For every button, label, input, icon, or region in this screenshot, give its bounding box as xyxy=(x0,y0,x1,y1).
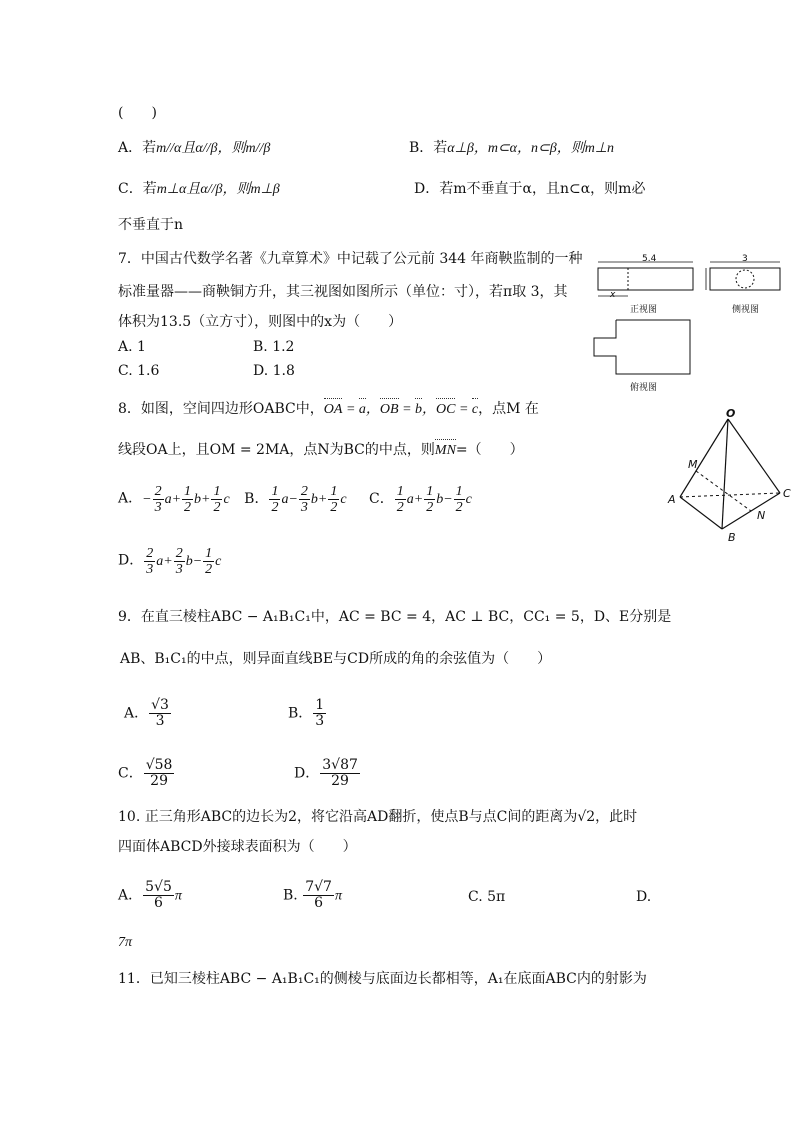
q10-stem-line2: 四面体ABCD外接球表面积为（ ） xyxy=(118,839,357,855)
q11-stem-line1: 11．已知三棱柱ABC − A₁B₁C₁的侧棱与底面边长都相等，A₁在底面ABC内的射影为 xyxy=(118,971,647,987)
q9-option-d xyxy=(294,758,361,789)
q10-option-b-den: 6 xyxy=(314,895,324,911)
fig-side-view-label: 侧视图 xyxy=(732,305,760,315)
q8-option-b-label: B． xyxy=(244,490,269,507)
q8-vectors: OA = a，OB = b，OC = c xyxy=(323,402,479,417)
fig-dim-x: x xyxy=(610,290,616,300)
fig-dim-3: 3 xyxy=(742,254,748,264)
q8-stem-line1-post: ，点M 在 xyxy=(478,401,539,417)
q9-option-c-num: √58 xyxy=(145,757,173,773)
q8-stem-line2-text: 线段OA上，且OM = 2MA，点N为BC的中点，则 xyxy=(118,442,435,458)
q6-option-d-label: D．若 xyxy=(414,181,454,197)
q8-option-a-label: A． xyxy=(118,490,143,507)
q10-option-b-pi: π xyxy=(334,888,342,904)
q9-option-a xyxy=(124,698,172,729)
q6-option-b xyxy=(409,139,614,158)
fig-top-view-label: 俯视图 xyxy=(630,383,658,393)
q10-option-a xyxy=(118,880,182,911)
q10-stem-line1: 10. 正三角形ABC的边长为2，将它沿高AD翻折，使点B与点C间的距离为√2，此时 xyxy=(118,809,638,825)
q10-option-b-label: B. xyxy=(283,887,298,904)
fig-point-b: B xyxy=(728,531,736,544)
q8-option-b-expr: $\frac{1}{2}$ a− $\frac{2}{3}$ b+ $\frac{1}{2}$ c xyxy=(271,484,347,515)
q10-option-d-value: 7π xyxy=(118,935,133,950)
q6-option-b-label: B．若 xyxy=(409,140,448,156)
q8-option-d-label: D． xyxy=(118,552,144,569)
q6-option-c xyxy=(118,180,280,199)
q8-option-c-label: C． xyxy=(369,490,394,507)
q8-tetrahedron-drawing xyxy=(662,405,794,545)
q10-option-a-label: A． xyxy=(118,887,143,904)
q10-option-c: C. 5π xyxy=(468,889,506,905)
fig-point-o: O xyxy=(726,407,736,420)
q7-stem-line2: 标准量器——商鞅铜方升，其三视图如图所示（单位：寸），若π取 3，其 xyxy=(118,284,568,300)
fig-front-view-label: 正视图 xyxy=(630,305,658,315)
q9-option-d-num: 3√87 xyxy=(322,757,358,773)
q8-stem-line2-end: =（ ） xyxy=(455,442,524,458)
q6-option-c-label: C．若 xyxy=(118,181,157,197)
q9-option-d-den: 29 xyxy=(331,773,349,789)
q6-option-d-text: m不垂直于α，且n⊂α，则m必 xyxy=(453,181,646,197)
q6-option-d-continued: 不垂直于n xyxy=(118,217,184,233)
front-view-rect xyxy=(598,268,693,290)
q8-stem-line1-pre: 8．如图，空间四边形OABC中， xyxy=(118,401,324,417)
fig-point-n: N xyxy=(757,509,766,522)
q10-option-b xyxy=(283,880,342,911)
q8-stem-line2 xyxy=(118,441,524,460)
q9-option-a-den: 3 xyxy=(155,713,165,729)
fig-dim-54: 5.4 xyxy=(642,254,657,264)
q8-vector-mn: MN xyxy=(434,443,456,458)
fig-point-c: C xyxy=(783,487,791,500)
q8-option-c-expr: $\frac{1}{2}$ a+ $\frac{1}{2}$ b− $\frac{1}{2}$ c xyxy=(396,484,472,515)
q6-option-c-text: m⊥α且α//β，则m⊥β xyxy=(156,182,280,197)
q7-three-view-figure xyxy=(590,252,790,397)
q7-stem-line3: 体积为13.5（立方寸），则图中的x为（ ） xyxy=(118,314,403,330)
edge-oc xyxy=(728,419,780,493)
q10-option-d-label: D. xyxy=(636,889,652,905)
q10-option-a-den: 6 xyxy=(154,895,163,911)
edge-ac-hidden xyxy=(680,493,780,497)
q7-stem-line1: 7．中国古代数学名著《九章算术》中记载了公元前 344 年商鞅监制的一种 xyxy=(118,251,583,267)
q10-option-a-pi: π xyxy=(174,888,182,904)
q9-option-b-num: 1 xyxy=(315,697,325,713)
q9-option-b-label: B． xyxy=(288,705,313,722)
q6-option-a-label: A．若 xyxy=(118,140,157,156)
side-view-hidden-circle xyxy=(736,270,754,288)
fig-point-a: A xyxy=(668,493,676,506)
top-view-outline xyxy=(594,320,690,374)
q6-paren: ( ) xyxy=(118,105,157,121)
q7-option-d: D. 1.8 xyxy=(253,363,295,379)
q9-stem-line1: 9．在直三棱柱ABC − A₁B₁C₁中，AC = BC = 4，AC ⊥ BC，CC₁ = 5，D、E分别是 xyxy=(118,609,672,625)
q8-option-a-expr: − $\frac{2}{3}$ a+ $\frac{1}{2}$ b+ $\frac{1}{2}$ c xyxy=(142,484,230,515)
q9-option-b-den: 3 xyxy=(315,713,325,729)
edge-ab xyxy=(680,497,722,529)
q10-option-a-num: 5√5 xyxy=(145,879,172,895)
q9-option-c xyxy=(118,758,175,789)
q6-option-d xyxy=(414,180,645,198)
q6-option-b-text: α⊥β，m⊂α，n⊂β，则m⊥n xyxy=(447,141,615,156)
q10-option-b-num: 7√7 xyxy=(305,879,332,895)
q9-option-a-label: A． xyxy=(124,705,149,722)
q7-three-view-drawing xyxy=(590,252,790,397)
q8-stem-line1 xyxy=(118,400,539,419)
q7-option-a: A. 1 xyxy=(118,339,146,355)
q9-stem-line2: AB、B₁C₁的中点，则异面直线BE与CD所成的角的余弦值为（ ） xyxy=(120,651,552,667)
q9-option-a-num: √3 xyxy=(151,697,169,713)
q9-option-c-label: C． xyxy=(118,765,143,782)
q9-option-c-den: 29 xyxy=(150,773,168,789)
edge-ob xyxy=(722,419,728,529)
q8-options-row1 xyxy=(118,484,472,515)
q8-tetrahedron-figure xyxy=(662,405,794,545)
q9-option-b xyxy=(288,698,327,729)
q6-option-a-text: m//α且α//β，则m//β xyxy=(156,141,271,156)
q9-option-d-label: D． xyxy=(294,765,320,782)
q7-option-c: C. 1.6 xyxy=(118,363,160,379)
q8-options-row2 xyxy=(118,546,221,577)
side-view-rect xyxy=(710,268,780,290)
q6-option-a xyxy=(118,139,270,158)
q8-option-d-expr: $\frac{2}{3}$ a+ $\frac{2}{3}$ b− $\frac{1}{2}$ c xyxy=(146,546,222,577)
q7-option-b: B. 1.2 xyxy=(253,339,295,355)
fig-point-m: M xyxy=(688,458,698,471)
